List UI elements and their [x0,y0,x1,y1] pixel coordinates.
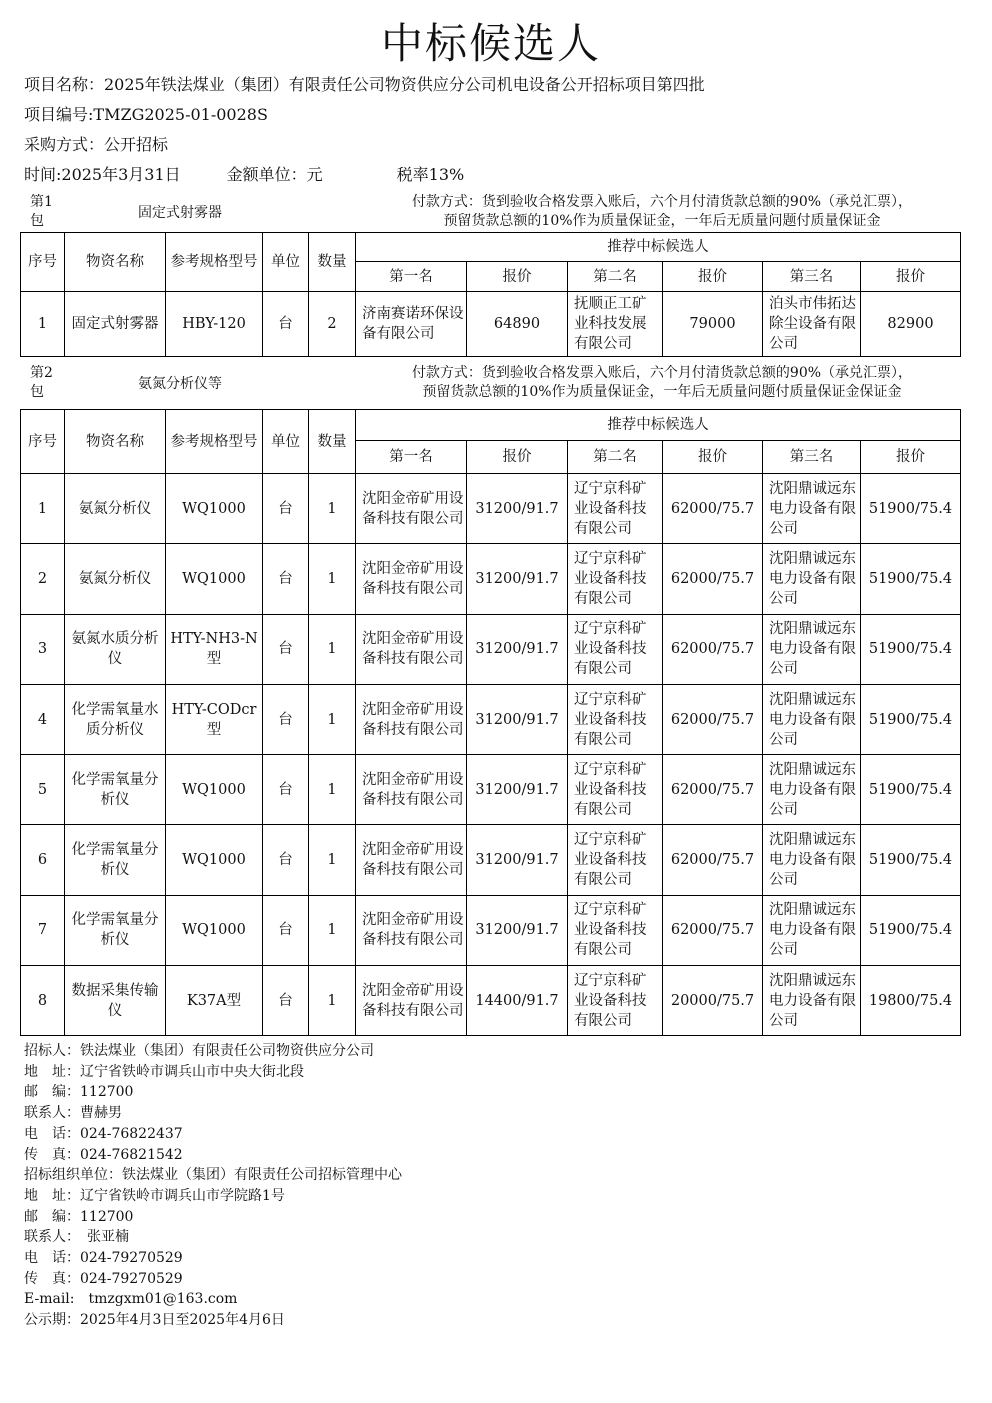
cell-unit: 台 [263,474,309,544]
cell-c3: 沈阳鼎诚远东电力设备有限公司 [763,474,861,544]
cell-spec: WQ1000 [166,474,263,544]
contact-line: 电 话：024-76822437 [24,1125,183,1142]
cell-spec: K37A型 [166,966,263,1036]
cell-seq: 6 [21,825,65,895]
table-row [21,544,961,614]
header-seq: 序号 [21,233,65,292]
contact-line: 招标组织单位：铁法煤业（集团）有限责任公司招标管理中心 [24,1167,402,1184]
cell-name: 化学需氧量分析仪 [65,755,166,825]
cell-unit: 台 [263,614,309,684]
header-recommend: 推荐中标候选人 [356,233,961,262]
cell-c1: 沈阳金帝矿用设备科技有限公司 [356,684,467,754]
cell-seq: 1 [21,474,65,544]
cell-qty: 1 [309,614,356,684]
contact-line: E-mail: tmzgxm01@163.com [24,1291,238,1308]
cell-p3: 51900/75.4 [861,825,961,895]
cell-c2: 辽宁京科矿业设备科技有限公司 [568,474,663,544]
cell-unit: 台 [263,755,309,825]
header-unit: 单位 [263,233,309,292]
cell-c3: 沈阳鼎诚远东电力设备有限公司 [763,684,861,754]
cell-p1: 31200/91.7 [467,544,568,614]
header-second: 第二名 [568,262,663,292]
cell-c3: 沈阳鼎诚远东电力设备有限公司 [763,614,861,684]
cell-seq: 5 [21,755,65,825]
cell-p1: 31200/91.7 [467,474,568,544]
package-name: 氨氮分析仪等 [138,376,222,392]
cell-p3: 19800/75.4 [861,966,961,1036]
cell-spec: WQ1000 [166,544,263,614]
cell-seq: 7 [21,895,65,965]
table-row [21,755,961,825]
header-first: 第一名 [356,441,467,474]
header-name: 物资名称 [65,233,166,292]
package-header [20,364,960,404]
cell-spec: HTY-CODcr型 [166,684,263,754]
cell-p1: 31200/91.7 [467,684,568,754]
page-title: 中标候选人 [380,19,601,68]
cell-name: 化学需氧量分析仪 [65,825,166,895]
cell-p2: 20000/75.7 [663,966,763,1036]
cell-p2: 62000/75.7 [663,895,763,965]
cell-spec: WQ1000 [166,895,263,965]
cell-c1: 沈阳金帝矿用设备科技有限公司 [356,544,467,614]
cell-p1: 31200/91.7 [467,614,568,684]
cell-qty: 1 [309,684,356,754]
cell-p2: 62000/75.7 [663,755,763,825]
cell-c1: 沈阳金帝矿用设备科技有限公司 [356,895,467,965]
header-price: 报价 [467,441,568,474]
cell-c3: 沈阳鼎诚远东电力设备有限公司 [763,755,861,825]
contact-line: 邮 编：112700 [24,1208,134,1225]
cell-qty: 1 [309,755,356,825]
package-header [20,193,960,233]
cell-p3: 51900/75.4 [861,474,961,544]
cell-spec: HTY-NH3-N型 [166,614,263,684]
cell-c3: 沈阳鼎诚远东电力设备有限公司 [763,895,861,965]
cell-unit: 台 [263,825,309,895]
cell-seq: 2 [21,544,65,614]
procurement-method: 采购方式：公开招标 [24,135,169,154]
contact-line: 联系人：曹赫男 [24,1105,122,1122]
contact-line: 地 址：辽宁省铁岭市调兵山市学院路1号 [24,1187,285,1204]
payment-terms: 付款方式：货到验收合格发票入账后，六个月付清货款总额的90%（承兑汇票）， 预留货款总额的10%作为质量保证金，一年后无质量问题付质量保证金 [411,194,913,229]
cell-name: 数据采集传输仪 [65,966,166,1036]
header-third: 第三名 [763,441,861,474]
cell-qty: 1 [309,966,356,1036]
table-row [21,895,961,965]
cell-c1: 沈阳金帝矿用设备科技有限公司 [356,474,467,544]
package-2-table [20,409,961,1036]
cell-c3: 沈阳鼎诚远东电力设备有限公司 [763,544,861,614]
cell-p1: 31200/91.7 [467,895,568,965]
cell-c2: 辽宁京科矿业设备科技有限公司 [568,614,663,684]
cell-c3: 沈阳鼎诚远东电力设备有限公司 [763,966,861,1036]
cell-p2: 62000/75.7 [663,684,763,754]
cell-seq: 8 [21,966,65,1036]
cell-spec: WQ1000 [166,755,263,825]
cell-p1: 31200/91.7 [467,825,568,895]
cell-p2: 62000/75.7 [663,614,763,684]
cell-p1: 14400/91.7 [467,966,568,1036]
cell-seq: 4 [21,684,65,754]
header-spec: 参考规格型号 [166,410,263,474]
cell-p3: 51900/75.4 [861,755,961,825]
cell-c2: 辽宁京科矿业设备科技有限公司 [568,895,663,965]
contact-line: 招标人：铁法煤业（集团）有限责任公司物资供应分公司 [24,1043,374,1059]
contact-line: 电 话：024-79270529 [24,1250,183,1267]
cell-qty: 1 [309,895,356,965]
cell-p3: 51900/75.4 [861,544,961,614]
cell-unit: 台 [263,966,309,1036]
cell-p2: 62000/75.7 [663,544,763,614]
cell-name: 化学需氧量分析仪 [65,895,166,965]
header-price: 报价 [467,262,568,292]
cell-c1: 沈阳金帝矿用设备科技有限公司 [356,825,467,895]
header-recommend: 推荐中标候选人 [356,410,961,441]
currency-unit: 金额单位：元 [226,165,323,184]
cell-seq: 3 [21,614,65,684]
package-1-table [20,232,961,357]
cell-c1: 沈阳金帝矿用设备科技有限公司 [356,966,467,1036]
header-price: 报价 [861,262,961,292]
project-number: 项目编号:TMZG2025-01-0028S [24,105,268,124]
header-qty: 数量 [309,233,356,292]
cell-name: 氨氮分析仪 [65,544,166,614]
cell-c1: 沈阳金帝矿用设备科技有限公司 [356,614,467,684]
table-row [21,684,961,754]
cell-qty: 1 [309,544,356,614]
cell-p3: 51900/75.4 [861,614,961,684]
cell-p2: 62000/75.7 [663,474,763,544]
header-second: 第二名 [568,441,663,474]
header-unit: 单位 [263,410,309,474]
package-2-rows [21,474,961,1036]
cell-name: 氨氮分析仪 [65,474,166,544]
cell-c2: 辽宁京科矿业设备科技有限公司 [568,544,663,614]
project-name: 项目名称：2025年铁法煤业（集团）有限责任公司物资供应分公司机电设备公开招标项目第四批 [24,75,705,94]
table-row [21,966,961,1036]
cell-name: 氨氮水质分析仪 [65,614,166,684]
table-row [21,614,961,684]
cell-c2: 辽宁京科矿业设备科技有限公司 [568,684,663,754]
header-seq: 序号 [21,410,65,474]
payment-terms: 付款方式：货到验收合格发票入账后，六个月付清货款总额的90%（承兑汇票）， 预留货款总额的10%作为质量保证金，一年后无质量问题付质量保证金保证金 [411,365,913,400]
cell-name: 化学需氧量水质分析仪 [65,684,166,754]
cell-p2: 62000/75.7 [663,825,763,895]
header-third: 第三名 [763,262,861,292]
header-spec: 参考规格型号 [166,233,263,292]
contact-line: 传 真：024-79270529 [24,1270,183,1287]
cell-c2: 辽宁京科矿业设备科技有限公司 [568,755,663,825]
package-name: 固定式射雾器 [138,205,222,221]
cell-c2: 辽宁京科矿业设备科技有限公司 [568,966,663,1036]
header-price: 报价 [861,441,961,474]
header-qty: 数量 [309,410,356,474]
package-number: 第1包 [30,194,53,229]
header-price: 报价 [663,441,763,474]
cell-p1: 31200/91.7 [467,755,568,825]
package-number: 第2包 [30,365,53,400]
table-row [21,825,961,895]
cell-c3: 沈阳鼎诚远东电力设备有限公司 [763,825,861,895]
cell-p3: 51900/75.4 [861,895,961,965]
cell-qty: 1 [309,474,356,544]
cell-unit: 台 [263,684,309,754]
cell-unit: 台 [263,895,309,965]
contact-line: 联系人： 张亚楠 [24,1229,129,1246]
contact-info [24,1041,402,1331]
time-line [24,164,464,186]
header-name: 物资名称 [65,410,166,474]
table-row [21,474,961,544]
cell-qty: 1 [309,825,356,895]
tax-rate: 税率13% [396,165,465,184]
contact-line: 邮 编：112700 [24,1084,134,1101]
contact-line: 地 址：辽宁省铁岭市调兵山市中央大街北段 [24,1063,304,1080]
cell-spec: WQ1000 [166,825,263,895]
cell-c1: 沈阳金帝矿用设备科技有限公司 [356,755,467,825]
table-row: 1 固定式射雾器 HBY-120 台 2 济南赛诺环保设备有限公司 64890 抚顺正工矿业科技发展有限公司 79000 泊头市伟拓达除尘设备有限公司 82900 [21,292,961,357]
header-first: 第一名 [356,262,467,292]
cell-c2: 辽宁京科矿业设备科技有限公司 [568,825,663,895]
header-price: 报价 [663,262,763,292]
contact-line: 传 真：024-76821542 [24,1146,183,1163]
cell-p3: 51900/75.4 [861,684,961,754]
date-text: 时间:2025年3月31日 [24,165,181,184]
contact-line: 公示期：2025年4月3日至2025年4月6日 [24,1312,285,1329]
cell-unit: 台 [263,544,309,614]
